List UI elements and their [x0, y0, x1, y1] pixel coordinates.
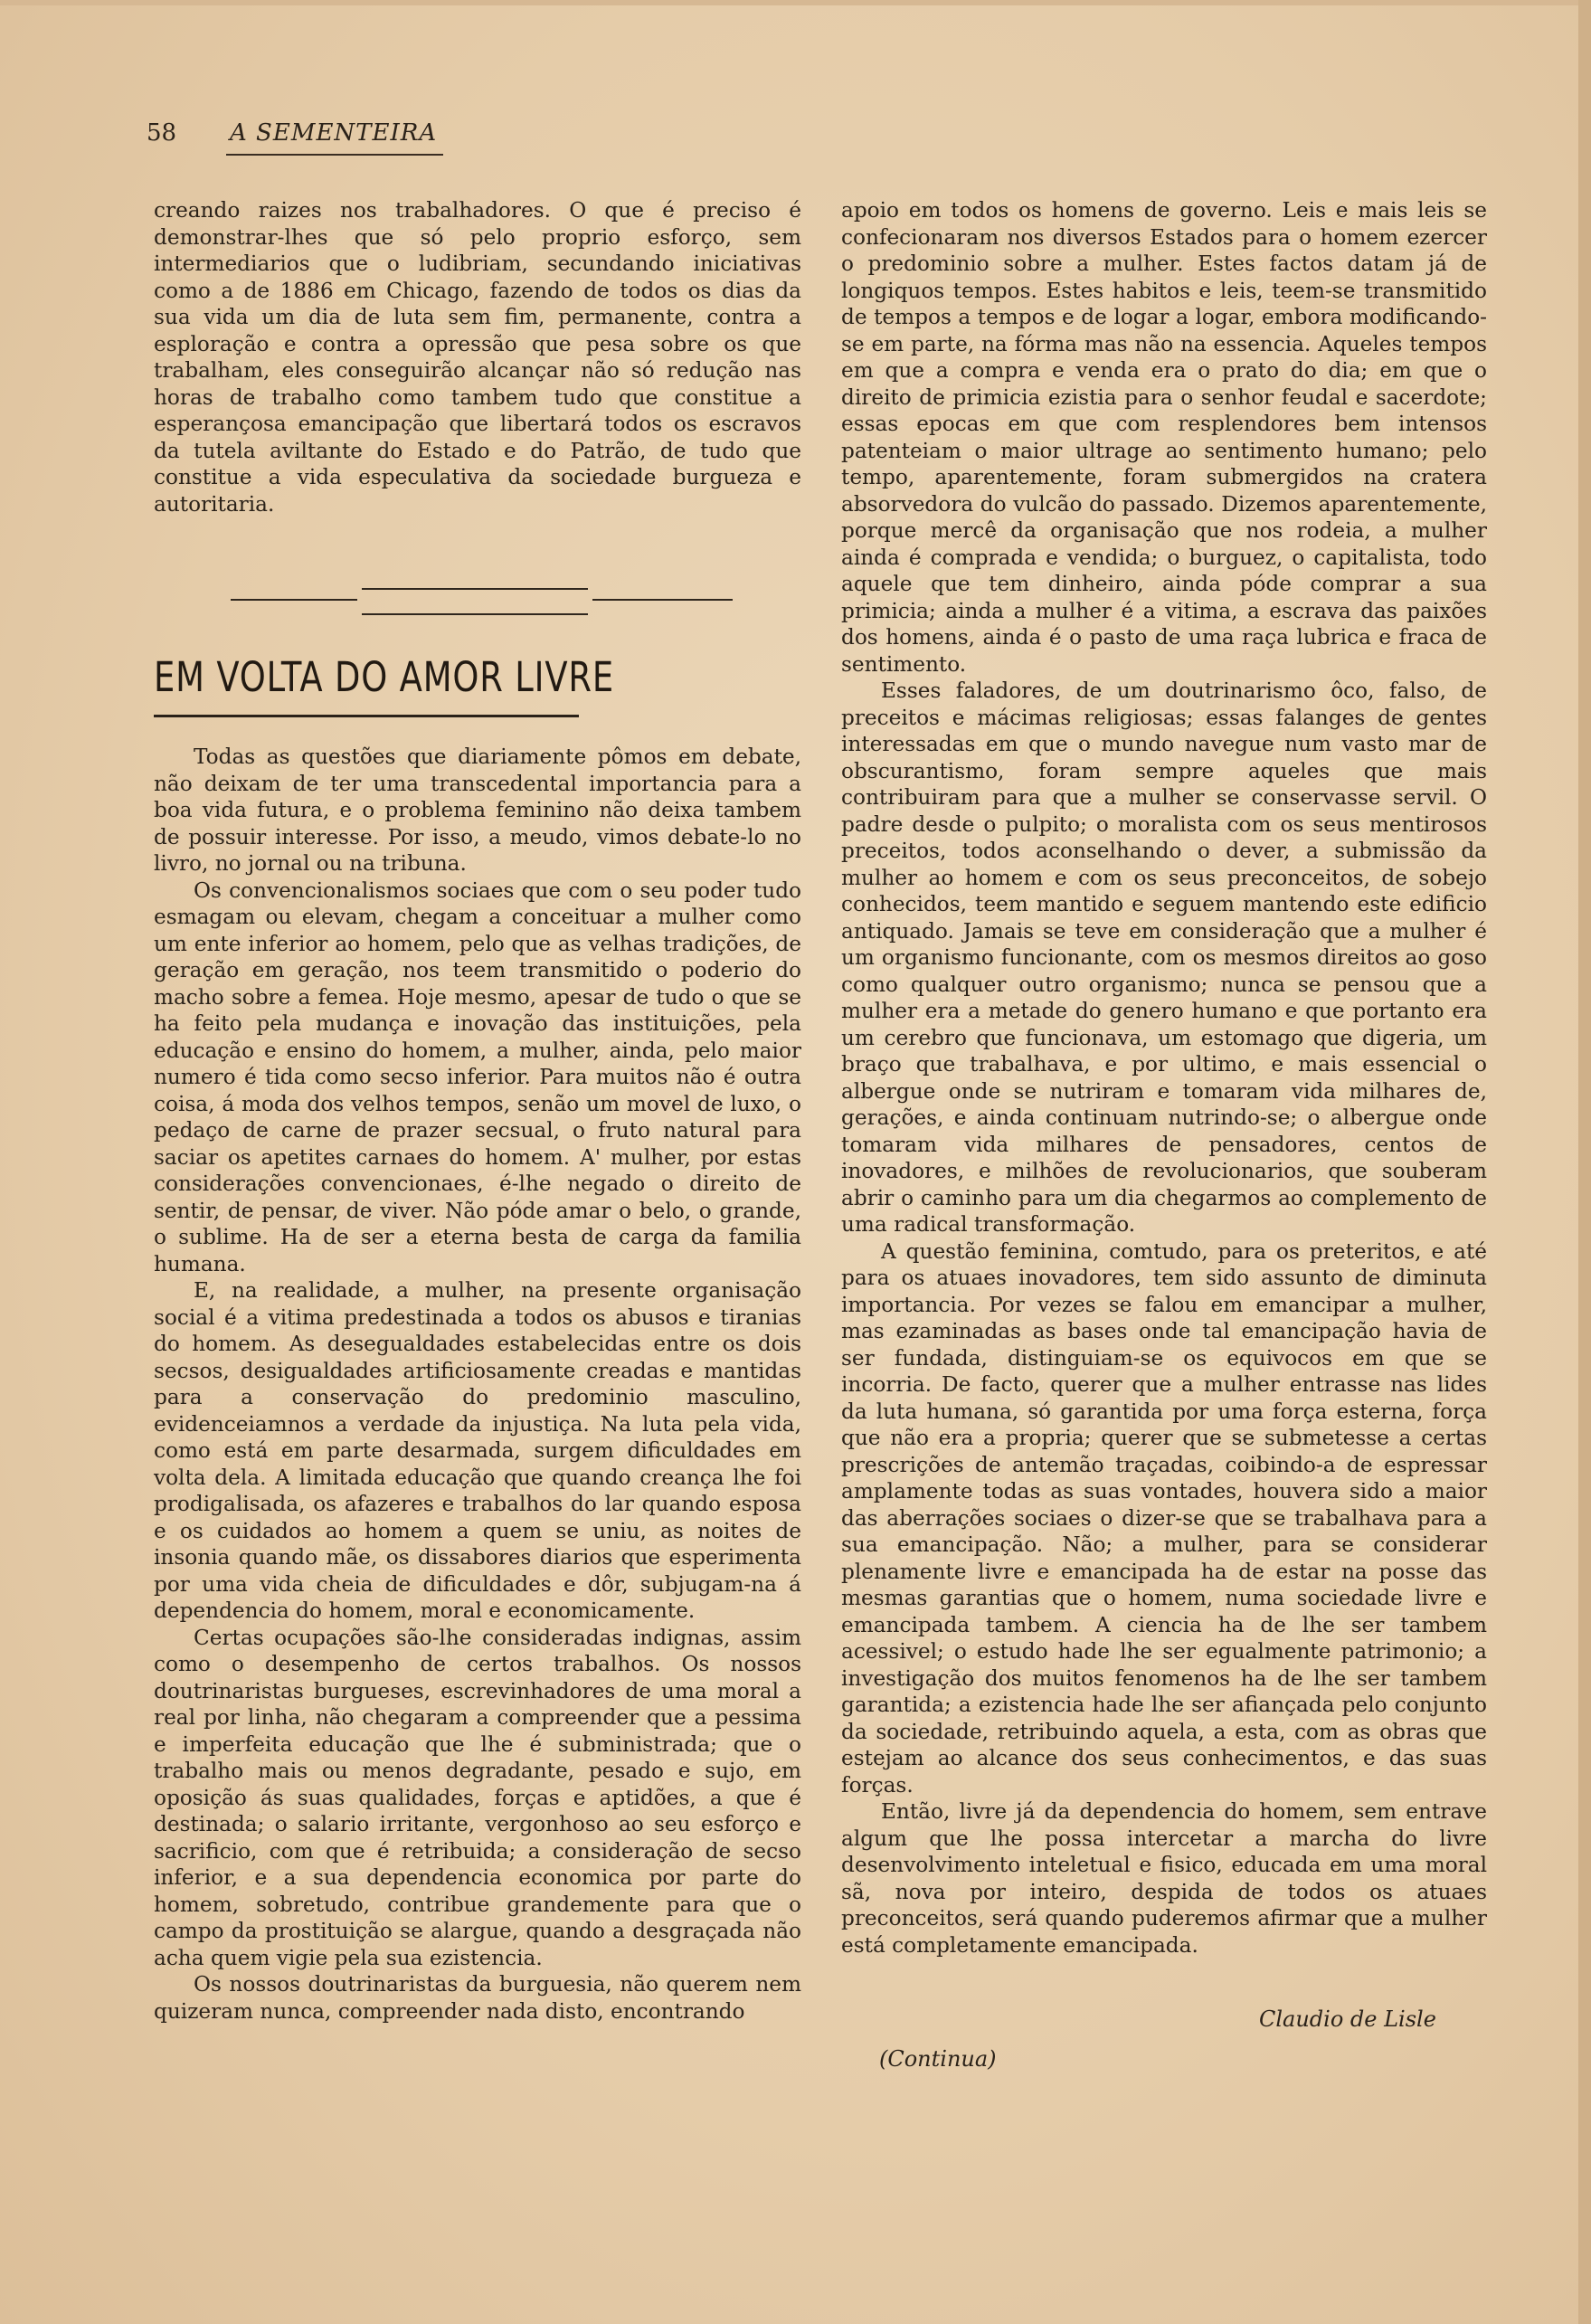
ornament-rule: [231, 599, 357, 601]
article-paragraph: Esses faladores, de um doutrinarismo ôco, falso, de preceitos e mácimas religiosas; essas falanges de gentes interessadas em que o mundo navegue num vasto mar de obscurantismo, foram sempre aqueles que mais contribuiram para que a mulher se conservasse servil. O padre desde o pulpito; o moralista com os seus mentirosos preceitos, todos aconselhando o dever, a submissão da mulher ao homem e com os seus preconceitos, de sobejo conhecidos, teem mantido e seguem mantendo este edificio antiquado. Jamais se teve em consideração que a mulher é um organismo funcionante, com os mesmos direitos ao goso como qualquer outro organismo; nunca se pensou que a mulher era a metade do genero humano e que portanto era um cerebro que funcionava, um estomago que digeria, um braço que trabalhava, e por ultimo, e mais essencial o albergue onde se nutriram e tomaram vida milhares de, gerações, e ainda continuam nutrindo-se; o albergue onde tomaram vida milhares de pensadores, centos de inovadores, e milhões de revolucionarios, que souberam abrir o caminho para um dia chegarmos ao complemento de uma radical transformação.: [841, 678, 1487, 1237]
paper-edge-right: [1578, 0, 1591, 2324]
ornament-rule: [362, 588, 588, 590]
page-number: 58: [147, 119, 177, 147]
article-paragraph: Os convencionalismos sociaes que com o seu poder tudo esmagam ou elevam, chegam a conceituar a mulher como um ente inferior ao homem, pelo que as velhas tradições, de geração em geração, nos teem transmitido o poderio do macho sobre a femea. Hoje mesmo, apesar de tudo o que se ha feito pela mudança e inovação das instituições, pela educação e ensino do homem, a mulher, ainda, pelo maior numero é tida como secso inferior. Para muitos não é outra coisa, á moda dos velhos tempos, senão um movel de luxo, o pedaço de carne de prazer secsual, o fruto natural para saciar os apetites carnaes do homem. A' mulher, por estas considerações convencionaes, é-lhe negado o direito de sentir, de pensar, de viver. Não póde amar o belo, o grande, o sublime. Ha de ser a eterna besta de carga da familia humana.: [154, 877, 801, 1276]
ornament-rule: [592, 599, 733, 601]
article-paragraph: A questão feminina, comtudo, para os preteritos, e até para os atuaes inovadores, tem sido assunto de diminuta importancia. Por vezes se falou em emancipar a mulher, mas ezaminadas as bases onde tal emancipação havia de ser fundada, distinguiam-se os equivocos em que se incorria. De facto, querer que a mulher entrasse nas lides da luta humana, só garantida por uma força esterna, força que não era a propria; querer que se submetesse a certas prescrições de antemão traçadas, coibindo-a de espressar amplamente todas as suas vontades, houvera sido a maior das aberrações sociaes o dizer-se que se trabalhava para a sua emancipação. Não; a mulher, para se considerar plenamente livre e emancipada ha de estar na posse das mesmas garantias que o homem, numa sociedade livre e emancipada tambem. A ciencia ha de lhe ser tambem acessivel; o estudo hade lhe ser egualmente patrimonio; a investigação dos muitos fenomenos ha de lhe ser tambem garantida; a ezistencia hade lhe ser afiançada pelo conjunto da sociedade, retribuindo aquela, a esta, com as obras que estejam ao alcance dos seus conhecimentos, e das suas forças.: [841, 1238, 1487, 1798]
article-title: EM VOLTA DO AMOR LIVRE: [154, 653, 615, 701]
continued-paragraph: creando raizes nos trabalhadores. O que é preciso é demonstrar-lhes que só pelo proprio esforço, sem intermediarios que o ludibriam, secundando iniciativas como a de 1886 em Chicago, fazendo de todos os dias da sua vida um dia de luta sem fim, permanente, contra a esploração e contra a opressão que pesa sobre os que trabalham, eles conseguirão alcançar não só redução nas horas de trabalho como tambem tudo que constitue a esperançosa emancipação que libertará todos os escravos da tutela aviltante do Estado e do Patrão, de tudo que constitue a vida especulativa da sociedade burgueza e autoritaria.: [154, 198, 801, 517]
running-head: [147, 119, 454, 156]
article-paragraph: Todas as questões que diariamente pômos em debate, não deixam de ter uma transcedental importancia para a boa vida futura, e o problema feminino não deixa tambem de possuir interesse. Por isso, a meudo, vimos debate-lo no livro, no jornal ou na tribuna.: [154, 745, 801, 876]
title-underline: [154, 715, 579, 717]
left-column-top-text: [154, 197, 801, 517]
article-paragraph: Então, livre já da dependencia do homem, sem entrave algum que lhe possa intercetar a marcha do livre desenvolvimento inteletual e fisico, educada em uma moral sã, nova por inteiro, despida de todos os atuaes preconceitos, será quando puderemos afirmar que a mulher está completamente emancipada.: [841, 1799, 1487, 1958]
author-signature: Claudio de Lisle: [1259, 2006, 1436, 2032]
article-right-column: [841, 197, 1487, 1959]
continuation-note: (Continua): [879, 2046, 997, 2072]
article-paragraph: Certas ocupações são-lhe consideradas indignas, assim como o desempenho de certos trabalhos. Os nossos doutrinaristas burgueses, escrevinhadores de uma moral a real por linha, não chegaram a compreender que a pessima e imperfeita educação que lhe é subministrada; que o trabalho mais ou menos degradante, pesado e sujo, em oposição ás suas qualidades, forças e aptidões, a que é destinada; o salario irritante, vergonhoso ao seu esforço e sacrificio, com que é retribuida; a consideração de secso inferior, e a sua dependencia economica por parte do homem, sobretudo, contribue grandemente para que o campo da prostituição se alargue, quando a desgraçada não acha quem vigie pela sua ezistencia.: [154, 1625, 801, 1970]
article-left-column: [154, 744, 801, 2025]
article-paragraph: Os nossos doutrinaristas da burguesia, não querem nem quizeram nunca, compreender nada disto, encontrando: [154, 1972, 801, 2024]
article-paragraph: apoio em todos os homens de governo. Leis e mais leis se confecionaram nos diversos Estados para o homem ezercer o predominio sobre a mulher. Estes factos datam já de longiquos tempos. Estes habitos e leis, teem-se transmitido de tempos a tempos e de logar a logar, embora modificando-se em parte, na fórma mas não na essencia. Aqueles tempos em que a compra e venda era o prato do dia; em que o direito de primicia ezistia para o senhor feudal e sacerdote; essas epocas em que com resplendores bem intensos patenteiam o maior ultrage ao sentimento humano; pelo tempo, aparentemente, foram submergidos na cratera absorvedora do vulcão do passado. Dizemos aparentemente, porque mercê da organisação que nos rodeia, a mulher ainda é comprada e vendida; o burguez, o capitalista, todo aquele que tem dinheiro, ainda póde comprar a sua primicia; ainda a mulher é a vitima, a escrava das paixões dos homens, ainda é o pasto de uma raça lubrica e fraca de sentimento.: [841, 198, 1487, 677]
header-rule: [226, 154, 443, 156]
ornament-rule: [362, 613, 588, 615]
journal-title: A SEMENTEIRA: [230, 119, 438, 147]
article-paragraph: E, na realidade, a mulher, na presente organisação social é a vitima predestinada a todos os abusos e tiranias do homem. As desegualdades estabelecidas entre os dois secsos, desigualdades artificiosamente creadas e mantidas para a conservação do predominio masculino, evidenceiamnos a verdade da injustiça. Na luta pela vida, como está em parte desarmada, surgem dificuldades em volta dela. A limitada educação que quando creança lhe foi prodigalisada, os afazeres e trabalhos do lar quando esposa e os cuidados ao homem a quem se uniu, as noites de insonia quando mãe, os dissabores diarios que esperimenta por uma vida cheia de dificuldades e dôr, subjugam-na á dependencia do homem, moral e economicamente.: [154, 1278, 801, 1623]
paper-edge-top: [0, 0, 1591, 5]
